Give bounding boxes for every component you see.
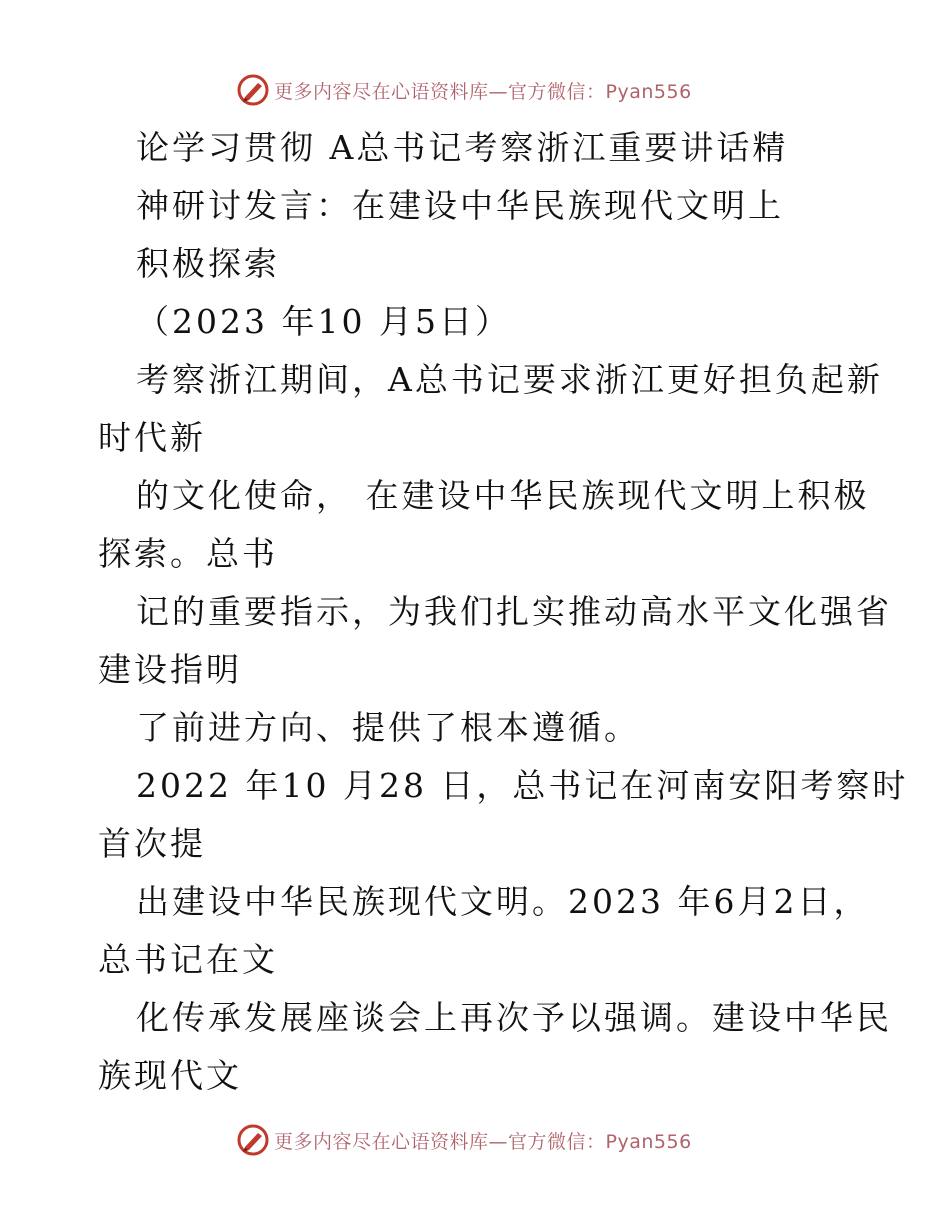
title-line-1: 论学习贯彻 A总书记考察浙江重要讲话精	[136, 128, 789, 167]
body-line-8: 2022 年10 月28 日，总书记在河南安阳考察时	[136, 766, 909, 805]
title-line-3: 积极探索	[136, 244, 280, 283]
title-line-2: 神研讨发言：在建设中华民族现代文明上	[136, 186, 784, 225]
watermark-text: 更多内容尽在心语资料库—官方微信：Pyan556	[274, 1130, 692, 1153]
watermark-header	[236, 72, 692, 108]
date-line: （2023 年10 月5日）	[136, 302, 511, 341]
watermark-text: 更多内容尽在心语资料库—官方微信：Pyan556	[274, 80, 692, 103]
body-line-3: 的文化使命， 在建设中华民族现代文明上积极	[136, 476, 870, 515]
seal-pen-icon	[236, 73, 270, 107]
body-line-10: 出建设中华民族现代文明。2023 年6月2日，	[136, 882, 870, 921]
body-line-12: 化传承发展座谈会上再次予以强调。建设中华民	[136, 998, 892, 1037]
body-line-4: 探索。总书	[98, 534, 278, 573]
body-line-1: 考察浙江期间，A总书记要求浙江更好担负起新	[136, 360, 883, 399]
body-line-2: 时代新	[98, 418, 206, 457]
body-line-6: 建设指明	[98, 650, 242, 689]
body-line-13: 族现代文	[98, 1056, 242, 1095]
body-line-11: 总书记在文	[98, 940, 278, 979]
seal-pen-icon	[236, 1123, 270, 1157]
body-line-7: 了前进方向、提供了根本遵循。	[136, 708, 640, 747]
watermark-footer	[236, 1122, 692, 1158]
body-line-9: 首次提	[98, 824, 206, 863]
body-line-5: 记的重要指示，为我们扎实推动高水平文化强省	[136, 592, 892, 631]
